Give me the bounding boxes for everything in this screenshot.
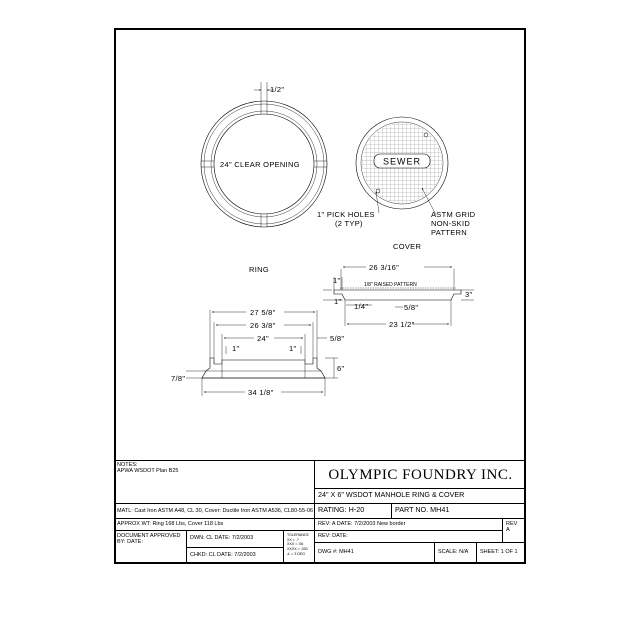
ring-clear-opening-label: 24" CLEAR OPENING — [220, 160, 300, 169]
rev-letter-cell — [502, 518, 526, 542]
company-name: OLYMPIC FOUNDRY INC. — [328, 467, 513, 483]
ring-dim-6: 6" — [337, 364, 345, 373]
tolerance-4: ∠ = 3 DEG — [287, 551, 306, 556]
rev-date-cell — [314, 530, 502, 542]
astm-grid-label: ASTM GRID — [431, 210, 476, 219]
pick-hole-icon — [376, 189, 380, 193]
technical-drawing — [114, 28, 526, 460]
dwg-no-cell — [314, 542, 434, 564]
rev-a-text: REV: A DATE: 7/2/2003 New border — [318, 521, 406, 527]
ring-section-view — [171, 308, 344, 397]
ring-dim-5-8: 5/8" — [330, 334, 345, 343]
company-cell — [314, 460, 526, 488]
material-text: MATL: Cast Iron ASTM A48, CL 30, Cover: Ductile Iron ASTM A536, CL80-55-06 — [117, 508, 313, 514]
cover-view-title: COVER — [393, 242, 422, 251]
cover-bottom-dim: 23 1/2" — [389, 320, 415, 329]
part-number: PART NO. MH41 — [395, 505, 450, 514]
doc-approved-text: DOCUMENT APPROVED — [117, 533, 181, 539]
pick-holes-label: 1" PICK HOLES — [317, 210, 375, 219]
chkd-cell — [186, 547, 283, 564]
notes-cell — [114, 460, 314, 503]
cover-plan-view — [317, 117, 476, 251]
rating-cell — [314, 503, 391, 518]
tolerance-title: TOLERANCE — [287, 533, 309, 537]
tolerance-cell — [283, 530, 314, 564]
rev-date-text: REV: DATE: — [318, 533, 348, 539]
part-no-cell — [391, 503, 526, 518]
sheet-cell — [476, 542, 526, 564]
ring-dim-1a: 1" — [232, 344, 240, 353]
cover-dim-quarter: 1/4" — [354, 302, 369, 311]
ring-dim-24: 24" — [257, 334, 269, 343]
drawing-number: DWG #: MH41 — [318, 549, 354, 555]
rev-a-cell — [314, 518, 502, 530]
tolerance-1: XX = .? — [287, 537, 299, 542]
cover-dim-3: 3" — [465, 290, 473, 299]
cover-section-view — [323, 263, 474, 329]
ring-dim-7-8: 7/8" — [171, 374, 186, 383]
title-block — [114, 460, 526, 564]
cover-dim-1: 1" — [333, 276, 341, 285]
tolerance-2: XXX = .06 — [287, 542, 304, 547]
description-cell — [314, 488, 526, 503]
ring-dim-34-1-8: 34 1/8" — [248, 388, 274, 397]
rev-value: A — [506, 527, 510, 534]
ring-view-title: RING — [249, 265, 269, 274]
part-description: 24" X 6" WSDOT MANHOLE RING & COVER — [318, 490, 465, 499]
rating-text: RATING: H-20 — [318, 505, 365, 514]
dwn-cell — [186, 530, 283, 547]
ring-dim-26-3-8: 26 3/8" — [250, 321, 276, 330]
drawn-by-text: DWN: CL DATE: 7/2/2003 — [190, 535, 254, 541]
by-date-text: BY: DATE: — [117, 539, 143, 546]
material-cell — [114, 503, 314, 518]
ring-top-dim-label: 1/2" — [270, 85, 285, 94]
raised-pattern-dim: 1/8" RAISED PATTERN — [364, 282, 417, 288]
notes-label: NOTES: — [117, 462, 138, 468]
non-skid-label: NON-SKID — [431, 219, 471, 228]
cover-overall-dim: 26 3/16" — [369, 263, 400, 272]
doc-approved-cell — [114, 530, 186, 564]
cover-sewer-text: SEWER — [382, 156, 422, 167]
weight-text: APPROX WT: Ring 168 Lbs, Cover 118 Lbs — [117, 521, 224, 527]
checked-by-text: CHKD: CL DATE: 7/2/2003 — [190, 552, 256, 558]
pick-hole-icon — [424, 133, 428, 137]
tolerance-3: XXXX = .030 — [287, 547, 308, 552]
sheet-text: SHEET: 1 OF 1 — [480, 549, 518, 555]
cover-dim-58: 5/8" — [404, 303, 419, 312]
scale-text: SCALE: N/A — [438, 549, 469, 555]
rev-label: REV — [506, 521, 518, 527]
ring-dim-1b: 1" — [289, 344, 297, 353]
notes-text: APWA WSDOT Plan B25 — [117, 468, 179, 475]
scale-cell — [434, 542, 476, 564]
cover-dim-1b: 1" — [334, 297, 342, 306]
pattern-label: PATTERN — [431, 228, 467, 237]
ring-dim-27-5-8: 27 5/8" — [250, 308, 276, 317]
ring-plan-view — [201, 82, 327, 227]
pick-holes-count-label: (2 TYP) — [335, 219, 363, 228]
weight-cell — [114, 518, 314, 530]
